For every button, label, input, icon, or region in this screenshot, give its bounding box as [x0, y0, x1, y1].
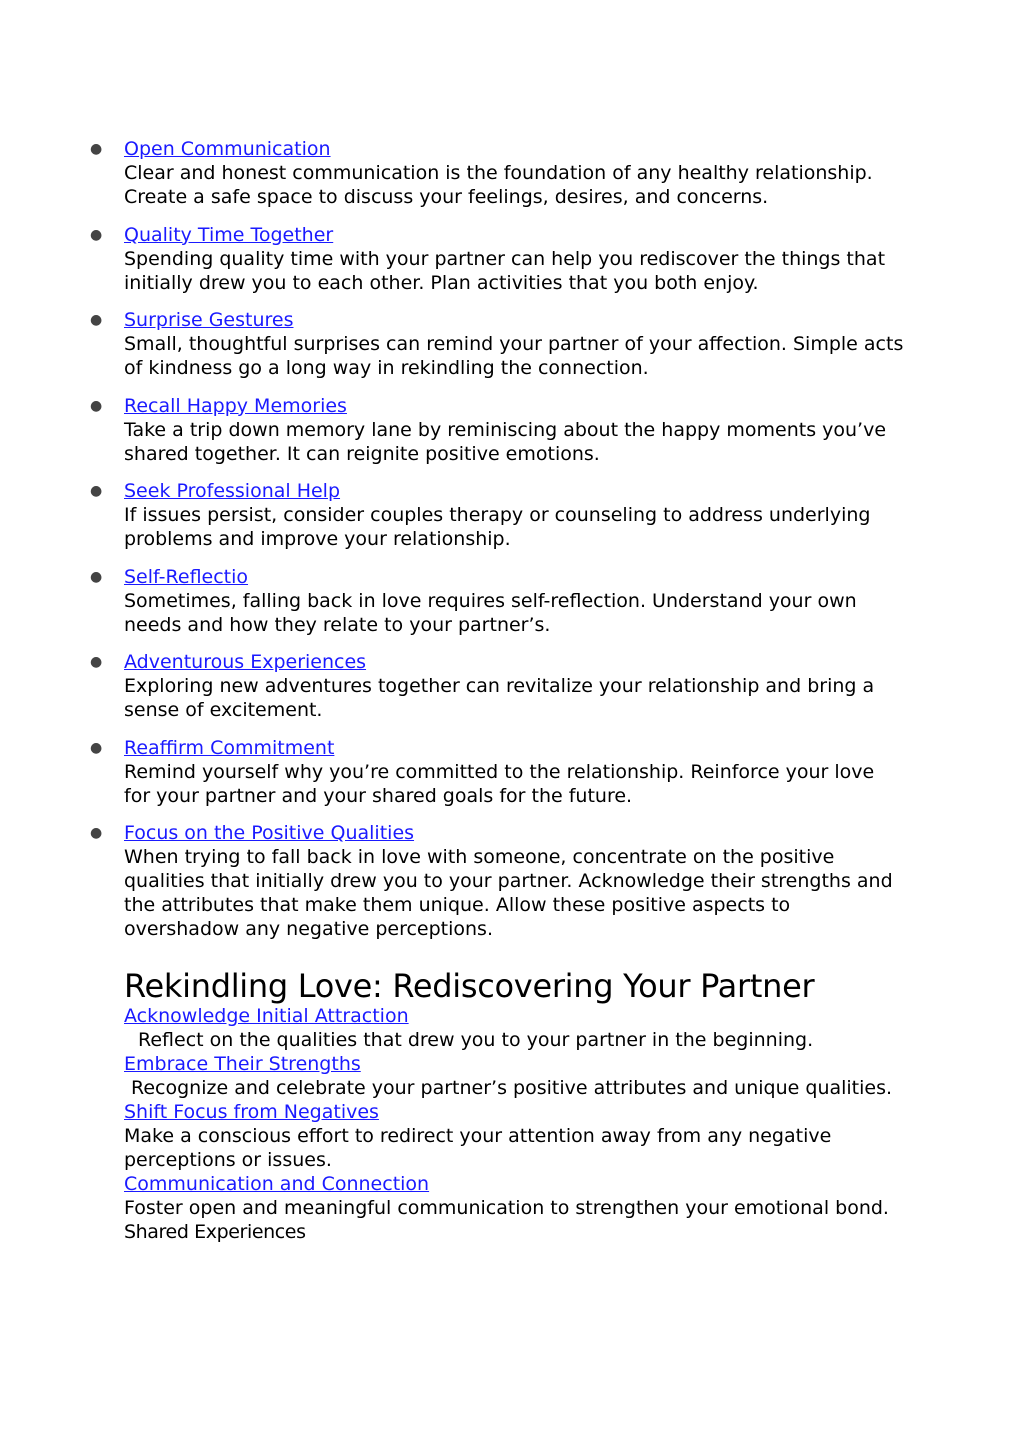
list-item — [90, 479, 904, 551]
item-text-line: Recognize and celebrate your partner’s positive attributes and unique qualities. — [131, 1077, 893, 1099]
tip-text: If issues persist, consider couples therapy or counseling to address underlying problems and improve your relationship. — [124, 504, 871, 550]
list-item — [90, 137, 904, 209]
list-item — [90, 565, 904, 637]
tip-text: Spending quality time with your partner can help you rediscover the things that initially drew you to each other. Plan activities that you both enjoy. — [124, 247, 886, 294]
tips-list — [90, 137, 904, 955]
tip-link-adventurous-experiences[interactable]: Adventurous Experiences — [124, 651, 367, 673]
item-text: Make a conscious effort to redirect your attention away from any negative perceptions or issues. — [124, 1125, 832, 1171]
bullet-icon: ● — [90, 397, 103, 414]
item-text: Reflect on the qualities that drew you to your partner in the beginning. — [138, 1029, 814, 1051]
list-item — [90, 394, 904, 466]
bullet-icon: ● — [90, 483, 103, 499]
tip-text: Sometimes, falling back in love requires self-reflection. Understand your own needs and how they relate to your partner’s. — [124, 589, 857, 636]
list-item — [90, 736, 904, 808]
tip-text: Take a trip down memory lane by reminiscing about the happy moments you’ve shared together. It can reignite positive emotions. — [124, 418, 887, 465]
tip-text: Clear and honest communication is the foundation of any healthy relationship. Create a safe space to discuss your feelings, desires, and concerns. — [124, 162, 873, 208]
link-shift-focus[interactable]: Shift Focus from Negatives — [124, 1101, 379, 1123]
item-text: Foster open and meaningful communication to strengthen your emotional bond. — [124, 1197, 889, 1219]
link-acknowledge-attraction[interactable]: Acknowledge Initial Attraction — [124, 1005, 409, 1027]
link-embrace-strengths[interactable]: Embrace Their Strengths — [124, 1053, 361, 1075]
shared-experiences-heading: Shared Experiences — [124, 1221, 306, 1243]
tip-link-recall-memories[interactable]: Recall Happy Memories — [124, 394, 347, 417]
rekindling-section — [124, 966, 904, 1244]
list-item — [90, 650, 904, 722]
bullet-icon: ● — [90, 568, 103, 585]
bullet-icon: ● — [90, 312, 103, 328]
tip-link-open-communication[interactable]: Open Communication — [124, 138, 331, 160]
tip-link-professional-help[interactable]: Seek Professional Help — [124, 480, 341, 502]
list-item — [90, 223, 904, 295]
tip-link-reaffirm-commitment[interactable]: Reaffirm Commitment — [124, 736, 335, 759]
tip-text: When trying to fall back in love with someone, concentrate on the positive qualities that initially drew you to your partner. Acknowledge their strengths and the attributes that make them unique. Allow these positive aspects to overshadow any negative perceptions. — [124, 846, 893, 940]
bullet-icon: ● — [90, 825, 103, 841]
bullet-icon: ● — [90, 654, 103, 670]
tip-text: Exploring new adventures together can revitalize your relationship and bring a sense of excitement. — [124, 675, 875, 721]
tip-link-quality-time[interactable]: Quality Time Together — [124, 223, 334, 246]
tip-link-self-reflection[interactable]: Self-Reflectio — [124, 565, 249, 588]
tip-text: Remind yourself why you’re committed to the relationship. Reinforce your love for your partner and your shared goals for the future. — [124, 760, 875, 807]
item-text — [124, 1076, 904, 1100]
tip-link-positive-qualities[interactable]: Focus on the Positive Qualities — [124, 822, 415, 844]
bullet-icon: ● — [90, 739, 103, 756]
section-heading: Rekindling Love: Rediscovering Your Partner — [124, 967, 815, 1005]
list-item — [90, 821, 904, 941]
bullet-icon: ● — [90, 141, 103, 157]
bullet-icon: ● — [90, 226, 103, 243]
link-communication-connection[interactable]: Communication and Connection — [124, 1173, 430, 1195]
tip-text: Small, thoughtful surprises can remind your partner of your affection. Simple acts of kindness go a long way in rekindling the connection. — [124, 333, 904, 379]
list-item — [90, 308, 904, 380]
tip-link-surprise-gestures[interactable]: Surprise Gestures — [124, 309, 294, 331]
